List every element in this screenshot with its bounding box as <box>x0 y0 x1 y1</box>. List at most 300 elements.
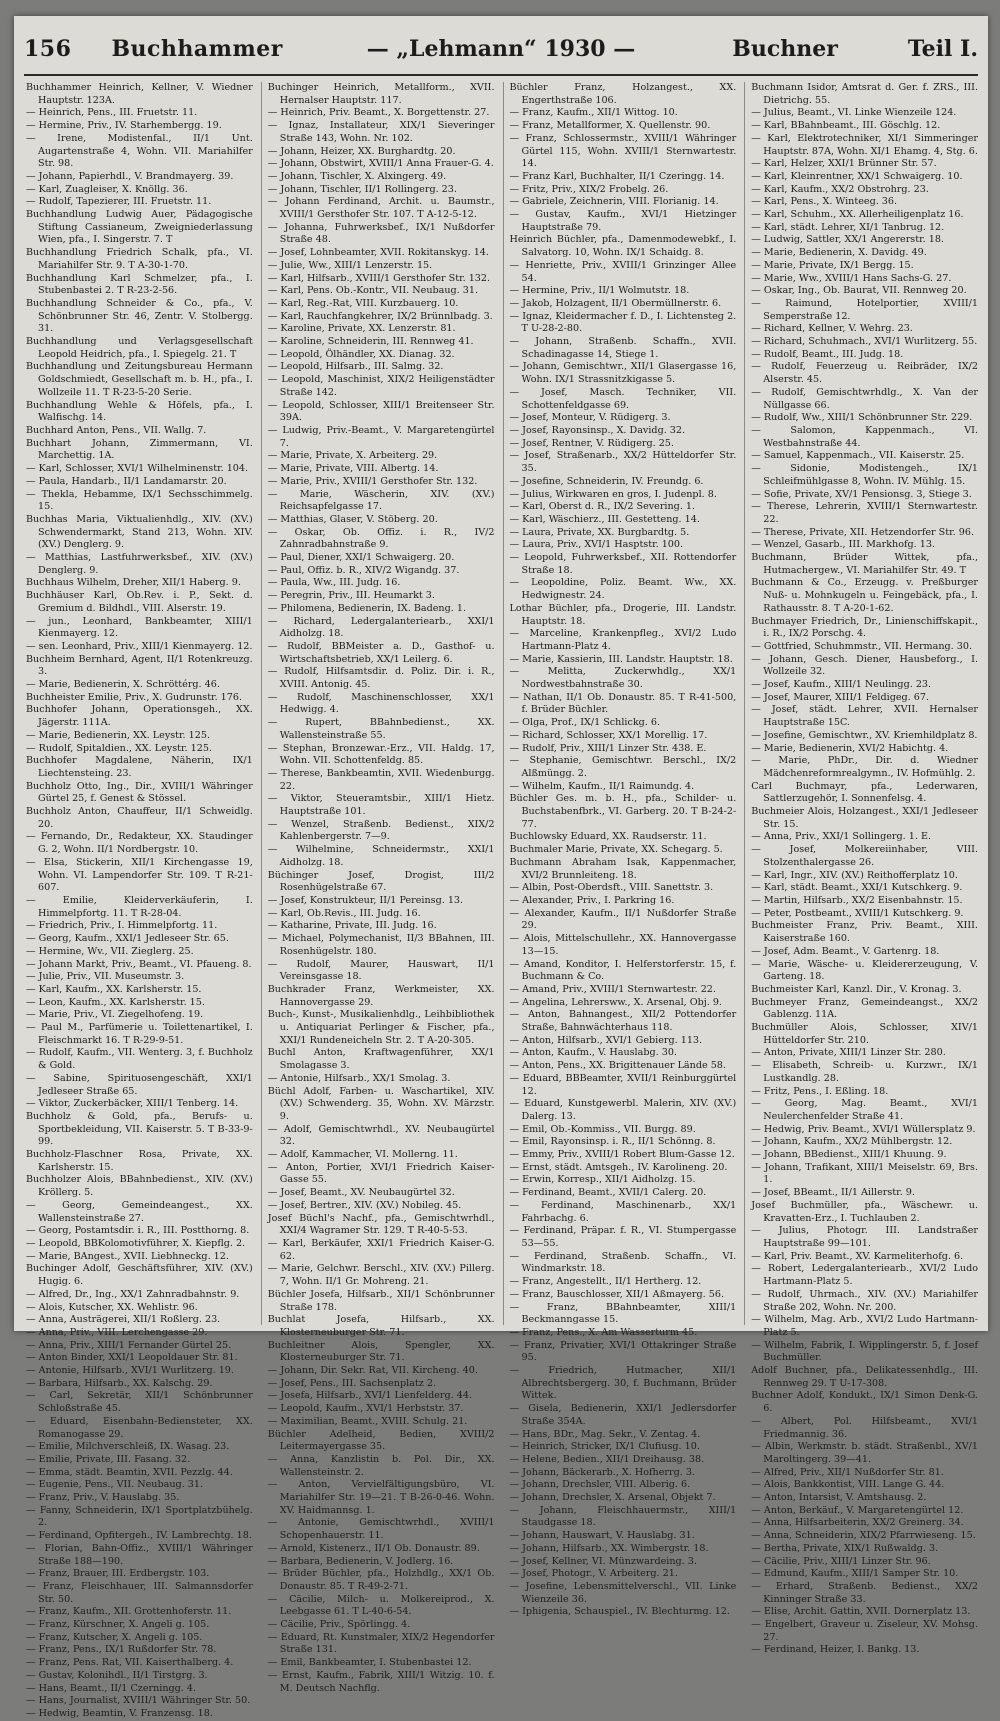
directory-entry: — Rupert, BBahnbedienst., XX. Wallensteinstraße 55. <box>267 717 495 741</box>
directory-entry: — Ernst, städt. Amtsgeh., IV. Karolineng. 20. <box>509 1161 728 1173</box>
directory-entry: — Julius, Wirkwaren en gros, I. Judenpl. 8. <box>509 488 717 500</box>
directory-entry: — Hans, Beamt., II/1 Czerningg. 4. <box>26 1682 197 1694</box>
left-keyword: Buchhammer <box>111 36 283 62</box>
directory-entry: — Karl, BBahnbeamt., III. Göschlg. 12. <box>751 120 941 132</box>
directory-entry: — Thekla, Hebamme, IX/1 Sechsschimmelg. 15. <box>26 488 253 513</box>
directory-entry: Buchholz Anton, Chauffeur, II/1 Schweidlg. 20. <box>26 806 253 830</box>
directory-entry: Buchhandlung und Zeitungsbureau Hermann Goldschmiedt, Gesellschaft m. b. H., pfa., I. Wollzeile 11. T R-23-5-20 Serie. <box>26 361 253 398</box>
directory-entry: — Raimund, Hotelportier, XVIII/1 Semperstraße 12. <box>751 297 978 322</box>
directory-entry: — Alois, Mittelschullehr., XX. Hannovergasse 13—15. <box>509 933 737 957</box>
directory-entry: — Karl, Kleinrentner, XX/1 Schwaigerg. 10. <box>751 170 963 182</box>
directory-entry: — Gabriele, Zeichnerin, VIII. Florianig. 14. <box>509 196 719 208</box>
directory-entry: — Anton, Private, XIII/1 Linzer Str. 280. <box>751 1047 946 1059</box>
directory-entry: Buchhard Anton, Pens., VII. Wallg. 7. <box>26 424 207 436</box>
directory-entry: — Gisela, Bedienerin, XXI/1 Jedlersdorfer Straße 354A. <box>509 1403 737 1427</box>
directory-entry: Buchmaler Marie, Private, XX. Schegarg. 5. <box>509 844 723 856</box>
directory-entry: Buchkrader Franz, Werkmeister, XX. Hannovergasse 29. <box>267 983 495 1008</box>
directory-entry: — Anton, Portier, XVI/1 Friedrich Kaiser-Gasse 55. <box>267 1161 495 1186</box>
directory-entry: Buchl Anton, Kraftwagenführer, XX/1 Smolagasse 3. <box>267 1047 495 1072</box>
directory-entry: Büchl Adolf, Farben- u. Waschartikel, XIV. (XV.) Schwenderg. 35, Wohn. XV. Märzstr. 9. <box>267 1085 495 1122</box>
directory-entry: — Stephanie, Gemischtwr. Berschl., IX/2 Alßmüngg. 2. <box>509 755 737 779</box>
directory-entry: — Josef, Masch. Techniker, VII. Schottenfeldgasse 69. <box>509 386 737 411</box>
directory-entry: — Emilie, Kleiderverkäuferin, I. Himmelpfortg. 11. T R-28-04. <box>26 895 253 919</box>
part-label: Teil I. <box>907 36 978 62</box>
column-1 <box>26 82 253 1719</box>
directory-entry: — Franz, Angestellt., II/1 Hertherg. 12. <box>509 1276 702 1288</box>
directory-entry: — Marie, Ww., XVIII/1 Hans Sachs-G. 27. <box>751 272 952 284</box>
column-4 <box>744 82 978 1656</box>
directory-entry: — Anna, Priv., XIII/1 Fernander Gürtel 25. <box>26 1339 232 1351</box>
header-rule <box>24 74 978 76</box>
directory-entry: — Johann, Dir. Sekr. Rat, VII. Kircheng. 40. <box>267 1365 478 1377</box>
directory-entry: — Ferdinand, Heizer, I. Bankg. 13. <box>751 1644 920 1656</box>
directory-entry: — Rudolf, Kaufm., VII. Wenterg. 3, f. Buchholz & Gold. <box>26 1047 253 1072</box>
directory-entry: — Alois, Kutscher, XX. Wehlistr. 96. <box>26 1301 198 1313</box>
directory-entry: — Rudolf, Spitaldien., XX. Leystr. 125. <box>26 742 212 754</box>
directory-entry: Adolf Buchner, pfa., Delikatessenhdlg., III. Rennweg 29. T U-17-308. <box>751 1365 978 1389</box>
directory-entry: — Barbara, Hilfsarb., XX. Kalschg. 29. <box>26 1377 213 1389</box>
directory-entry: — Karl, Pens. Ob.-Kontr., VII. Neubaug. 31. <box>267 285 479 297</box>
directory-entry: — sen. Leonhard, Priv., XIII/1 Kienmayerg. 12. <box>26 640 253 652</box>
directory-entry: — Robert, Ledergalanteriearb., XVI/2 Ludo Hartmann-Platz 5. <box>751 1263 978 1288</box>
directory-entry: — Rudolf, Uhrmach., XIV. (XV.) Mariahilfer Straße 202, Wohn. Nr. 200. <box>751 1288 978 1313</box>
directory-entry: — Albin, Post-Oberdsft., VIII. Sanettstr. 3. <box>509 882 714 894</box>
directory-entry: Buchhandlung Schneider & Co., pfa., V. Schönbrunner Str. 46, Zentr. V. Stolbergg. 31. <box>26 297 253 335</box>
directory-entry: Buchlowsky Eduard, XX. Raudserstr. 11. <box>509 831 707 843</box>
column-3 <box>503 82 737 1618</box>
directory-entry: Buchheister Emilie, Priv., X. Gudrunstr. 176. <box>26 691 243 703</box>
directory-entry: — Maximilian, Beamt., XVIII. Schulg. 21. <box>267 1415 468 1427</box>
directory-entry: — Karl, städt. Lehrer, XI/1 Tanbrug. 12. <box>751 221 945 233</box>
directory-entry: Buchhofer Magdalene, Näherin, IX/1 Liechtensteing. 23. <box>26 755 253 779</box>
directory-entry: Buchhandlung Friedrich Schalk, pfa., VI. Mariahilfer Str. 9. T A-30-1-70. <box>26 247 253 271</box>
directory-entry: — Karl, Elektrotechniker, XI/1 Simmeringer Hauptstr. 87A, Wohn. XI/1 Ehamg. 4, Stg. 6. <box>751 132 978 157</box>
directory-entry: — Johann, Gesch. Diener, Hausbeforg., I. Wollzeile 32. <box>751 653 978 678</box>
directory-entry: — Leopold, Fuhrwerksbef., XII. Rottendorfer Straße 18. <box>509 552 737 576</box>
directory-entry: — Wilhelm, Kaufm., II/1 Raimundg. 4. <box>509 780 695 792</box>
directory-entry: — Fritz, Pens., I. Eßling. 18. <box>751 1085 889 1097</box>
directory-entry: — Elisabeth, Schreib- u. Kurzwr., IX/1 Lustkandlg. 28. <box>751 1060 978 1084</box>
directory-entry: — Eugenie, Pens., VII. Neubaug. 31. <box>26 1479 204 1491</box>
directory-entry: — Karl, Rauchfangkehrer, IX/2 Brünnlbadg. 3. <box>267 310 493 322</box>
directory-entry: — Edmund, Kaufm., XIII/1 Samper Str. 10. <box>751 1568 959 1580</box>
directory-entry: — Erwin, Korresp., XII/1 Aidholzg. 15. <box>509 1174 696 1186</box>
directory-entry: — Sofie, Private, XV/1 Pensionsg. 3, Stiege 3. <box>751 488 972 500</box>
directory-entry: — Franz, Schlossermstr., XVIII/1 Währinger Gürtel 115, Wohn. XVIII/1 Sternwartestr. 14. <box>509 132 737 170</box>
directory-entry: — Marie, Private, X. Arbeiterg. 29. <box>267 450 438 462</box>
directory-entry: Buchmann Isidor, Amtsrat d. Ger. f. ZRS., III. Dietrichg. 55. <box>751 82 978 106</box>
directory-entry: — Josef, Beamt., XV. Neubaugürtel 32. <box>267 1187 455 1199</box>
directory-entry: — Eduard, BBBeamter, XVII/1 Reinburggürtel 12. <box>509 1072 737 1097</box>
directory-columns <box>26 82 978 1719</box>
directory-entry: — Johann Markt, Priv., Beamt., VI. Pfaueng. 8. <box>26 958 252 970</box>
directory-entry: — Richard, Schlosser, XX/1 Morellig. 17. <box>509 729 708 741</box>
directory-entry: Buchhofer Johann, Operationsgeh., XX. Jägerstr. 111A. <box>26 704 253 729</box>
directory-entry: — Rudolf, Maschinenschlosser, XX/1 Hedwigg. 4. <box>267 691 495 716</box>
directory-entry: Buchinger Heinrich, Metallform., XVII. Hernalser Hauptstr. 117. <box>267 82 495 106</box>
directory-entry: — Fanny, Schneiderin, IX/1 Sportplatzbühelg. 2. <box>26 1504 253 1529</box>
directory-entry: — Oskar, Ob. Offiz. i. R., IV/2 Zahnradbahnstraße 9. <box>267 526 495 551</box>
directory-entry: — Leopold, Maschinist, XIX/2 Heiligenstädter Straße 142. <box>267 374 495 398</box>
directory-entry: — Rudolf, Gemischtwrhdlg., X. Van der Nüllgasse 66. <box>751 386 978 411</box>
directory-entry: — Josef, Adm. Beamt., V. Gartenrg. 18. <box>751 945 940 957</box>
directory-entry: — Wilhelm, Mag. Arb., XVI/2 Ludo Hartmann-Platz 5. <box>751 1314 978 1338</box>
directory-entry: — Heinrich, Priv. Beamt., X. Borgettenstr. 27. <box>267 107 490 119</box>
directory-entry: — Karl, Schlosser, XVI/1 Wilhelminenstr. 104. <box>26 463 249 475</box>
directory-entry: — Karl, Schuhm., XX. Allerheiligenplatz 16. <box>751 209 964 221</box>
directory-entry: — Leopoldine, Poliz. Beamt. Ww., XX. Hedwignestr. 24. <box>509 577 737 602</box>
directory-entry: — Karl, Reg.-Rat, VIII. Kurzbauerg. 10. <box>267 297 459 309</box>
directory-entry: — Amand, Konditor, I. Helferstorferstr. 15, f. Buchmann & Co. <box>509 958 737 983</box>
directory-entry: — Josef, BBeamt., II/1 Aillerstr. 9. <box>751 1187 915 1199</box>
directory-entry: — Rudolf, BBMeister a. D., Gasthof- u. Wirtschaftsbetrieb, XX/1 Leilerg. 6. <box>267 640 495 665</box>
directory-entry: — Marie, Priv., XVIII/1 Gersthofer Str. 132. <box>267 475 478 487</box>
directory-entry: — Marie, Bedienerin, X. Schröttérg. 46. <box>26 679 220 691</box>
directory-entry: — Anton Binder, XXI/1 Leopoldauer Str. 81. <box>26 1352 238 1364</box>
directory-entry: — Albert, Pol. Hilfsbeamt., XVI/1 Friedmannig. 36. <box>751 1415 978 1440</box>
directory-entry: — Georg, Postamtsdir. i. R., III. Postthorng. 8. <box>26 1225 250 1237</box>
directory-entry: — Franz, Priv., V. Hauslabg. 35. <box>26 1492 180 1504</box>
directory-entry: — Elise, Archit. Gattin, XVII. Dornerplatz 13. <box>751 1606 971 1618</box>
directory-entry: — Josef, städt. Lehrer, XVII. Hernalser Hauptstraße 15C. <box>751 704 978 729</box>
directory-entry: — Johanna, Fuhrwerksbef., IX/1 Nußdorfer Straße 48. <box>267 221 495 246</box>
page-number: 156 <box>24 36 72 62</box>
column-2 <box>261 82 495 1694</box>
directory-entry: — Karl, Wäschierz., III. Gestetteng. 14. <box>509 513 700 525</box>
directory-entry: — Karl, Ingr., XIV. (XV.) Reithofferplatz 10. <box>751 869 958 881</box>
directory-entry: — Johann, Fleischhauermstr., XIII/1 Staudgasse 18. <box>509 1504 737 1529</box>
directory-entry: — Friedrich, Hutmacher, XII/1 Albrechtsbergerg. 30, f. Buchmann, Brüder Wittek. <box>509 1365 737 1402</box>
directory-entry: Buchner Adolf, Kondukt., IX/1 Simon Denk-G. 6. <box>751 1390 978 1415</box>
directory-entry: — Josef, Monteur, V. Rüdigerg. 3. <box>509 412 671 424</box>
directory-entry: — Karl, Kaufm., XX. Karlsherstr. 15. <box>26 983 202 995</box>
directory-entry: — Sabine, Spirituosengeschäft, XXI/1 Jedleseer Straße 65. <box>26 1072 253 1097</box>
directory-entry: — Richard, Schuhmach., XVI/1 Wurlitzerg. 55. <box>751 336 978 348</box>
directory-entry: — Peter, Postbeamt., XVIII/1 Kutschkerg. 9. <box>751 907 964 919</box>
directory-entry: — Johann, Obstwirt, XVIII/1 Anna Frauer-G. 4. <box>267 158 494 170</box>
directory-entry: — Franz, Pens., X. Am Wasserturm 45. <box>509 1326 698 1338</box>
directory-entry: — Emil, Ob.-Kommiss., VII. Burgg. 89. <box>509 1123 696 1135</box>
directory-entry: — Matthias, Lastfuhrwerksbef., XIV. (XV.) Denglerg. 9. <box>26 552 253 576</box>
directory-entry: — Leopold, Ölhändler, XX. Dianag. 32. <box>267 348 455 360</box>
directory-entry: — Karl, Kaufm., XX/2 Obstrohrg. 23. <box>751 183 929 195</box>
directory-entry: — Anton, Vervielfältigungsbüro, VI. Mariahilfer Str. 19—21. T B-26-0-46. Wohn. XV. Haidmannsg. 1. <box>267 1479 495 1516</box>
directory-entry: Buchhäuser Karl, Ob.Rev. i. P., Sekt. d. Gremium d. Bildhdl., VIII. Alserstr. 19. <box>26 590 253 614</box>
directory-entry: — Fernando, Dr., Redakteur, XX. Staudinger G. 2, Wohn. II/1 Nordbergstr. 10. <box>26 831 253 856</box>
directory-entry: Buchholz & Gold, pfa., Berufs- u. Sportbekleidung, VII. Kaiserstr. 5. T B-33-9-99. <box>26 1110 253 1148</box>
directory-entry: — Josef, Konstrukteur, II/1 Pereinsg. 13. <box>267 895 464 906</box>
directory-entry: — Josef, Bertrer., XIV. (XV.) Nobileg. 45. <box>267 1199 462 1211</box>
directory-entry: — Martin, Hilfsarb., XX/2 Eisenbahnstr. 15. <box>751 895 963 906</box>
directory-entry: — Emilie, Private, III. Fasang. 32. <box>26 1453 191 1465</box>
directory-entry: — Arnold, Kistenerz., II/1 Ob. Donaustr. 89. <box>267 1542 480 1554</box>
directory-entry: — Paul, Offiz. b. R., XIV/2 Wigandg. 37. <box>267 564 460 576</box>
directory-entry: — Josef, Lohnbeamter, XVII. Rokitanskyg. 14. <box>267 247 489 259</box>
directory-entry: — Rudolf, Ww., XIII/1 Schönbrunner Str. 229. <box>751 412 973 424</box>
directory-entry: — Marie, Bedienerin, X. Davidg. 49. <box>751 247 927 259</box>
directory-entry: Buchmeier Alois, Holzangest., XXI/1 Jedleseer Str. 15. <box>751 806 978 830</box>
directory-entry: — Engelbert, Graveur u. Ziseleur, XV. Mohsg. 27. <box>751 1619 978 1643</box>
directory-entry: — Karl, Priv. Beamt., XV. Karmeliterhofg. 6. <box>751 1250 964 1262</box>
directory-entry: — Cäcilie, Milch- u. Molkereiprod., X. Leebgasse 61. T L-40-6-54. <box>267 1593 495 1618</box>
directory-entry: — Anna, Kanzlistin b. Pol. Dir., XX. Wallensteinstr. 2. <box>267 1453 495 1478</box>
directory-entry: — Samuel, Kappenmach., VII. Kaiserstr. 25. <box>751 450 965 462</box>
directory-entry: — Michael, Polymechanist, II/3 BBahnen, III. Rosenhügelstr. 180. <box>267 933 495 957</box>
directory-entry: — Olga, Prof., IX/1 Schlickg. 6. <box>509 717 661 729</box>
directory-entry: — Johann, Hilfsarb., XX. Wimbergstr. 18. <box>509 1542 709 1554</box>
directory-entry: — Melitta, Zuckerwhdlg., XX/1 Nordwestbahnstraße 30. <box>509 666 737 691</box>
directory-entry: — Peregrin, Priv., III. Heumarkt 3. <box>267 590 435 602</box>
directory-entry: Buchmeister Franz, Priv. Beamt., XIII. Kaiserstraße 160. <box>751 920 978 945</box>
directory-entry: — Elsa, Stickerin, XII/1 Kirchengasse 19, Wohn. VI. Lampendorfer Str. 109. T R-21-607. <box>26 856 253 894</box>
directory-entry: Buchholz Otto, Ing., Dir., XVIII/1 Währinger Gürtel 25, f. Genest & Stössel. <box>26 780 253 805</box>
directory-entry: Buchinger Adolf, Geschäftsführer, XIV. (XV.) Hugig. 6. <box>26 1263 253 1288</box>
directory-entry: — Gottfried, Schuhmmstr., VII. Hermang. 30. <box>751 640 973 652</box>
directory-entry: — Paul, Diener, XXI/1 Schwaigerg. 20. <box>267 552 455 564</box>
directory-entry: — Hans, Journalist, XVIII/1 Währinger Str. 50. <box>26 1695 251 1707</box>
directory-entry: — Ferdinand, Maschinenarb., XX/1 Fahrbachg. 6. <box>509 1199 737 1224</box>
directory-entry: Josef Büchl's Nachf., pfa., Gemischtwrhdl., XXI/4 Wagramer Str. 129. T R-40-5-53. <box>267 1212 495 1237</box>
directory-entry: Buchmeyer Franz, Gemeindeangst., XX/2 Gablenzg. 11A. <box>751 996 978 1021</box>
directory-entry: — Josef, Kaufm., XIII/1 Neulingg. 23. <box>751 679 932 691</box>
directory-entry: — Paula, Handarb., II/1 Landamarstr. 20. <box>26 475 227 487</box>
directory-entry: Heinrich Büchler, pfa., Damenmodewebkf., I. Salvatorg. 10, Wohn. IX/1 Schaidg. 8. <box>509 234 737 259</box>
directory-entry: — Alfred, Dr., Ing., XX/1 Zahnradbahnstr. 9. <box>26 1288 240 1300</box>
directory-entry: — Franz, Pens., IX/1 Rußdorfer Str. 78. <box>26 1644 217 1656</box>
directory-entry: — Josef, Rentner, V. Rüdigerg. 25. <box>509 437 674 449</box>
directory-entry: — Angelina, Lehrersww., X. Arsenal, Obj. 9. <box>509 996 722 1008</box>
directory-entry: — Josef, Molkereiinhaber, VIII. Stolzenthalergasse 26. <box>751 844 978 868</box>
directory-entry: — Richard, Ledergalanteriearb., XXI/1 Aidholzg. 18. <box>267 615 495 640</box>
directory-entry: Lothar Büchler, pfa., Drogerie, III. Landstr. Hauptstr. 18. <box>509 602 737 627</box>
directory-entry: — Friedrich, Priv., I. Himmelpfortg. 11. <box>26 920 218 932</box>
directory-entry: — Josef, Kellner, VI. Münzwardeing. 3. <box>509 1555 697 1567</box>
directory-entry: Buchhammer Heinrich, Kellner, V. Wiedner Hauptstr. 123A. <box>26 82 253 106</box>
directory-entry: — Josef, Pens., III. Sachsenplatz 2. <box>267 1377 437 1389</box>
directory-entry: — Josefa, Hilfsarb., XVI/1 Lienfelderg. 44. <box>267 1390 472 1402</box>
directory-entry: — Marie, Wäsche- u. Kleidererzeugung, V. Garteng. 18. <box>751 958 978 983</box>
directory-entry: — Matthias, Glaser, V. Stöberg. 20. <box>267 513 438 525</box>
directory-entry: — Wenzel, Gasarb., III. Markhofg. 13. <box>751 539 936 551</box>
directory-entry: Carl Buchmayr, pfa., Lederwaren, Sattlerzugehör, I. Sonnenfelsg. 4. <box>751 780 978 805</box>
directory-entry: — Salomon, Kappenmach., VI. Westbahnstraße 44. <box>751 424 978 449</box>
directory-entry: — Philomena, Bedienerin, IX. Badeng. 1. <box>267 602 466 614</box>
directory-entry: — Anton, Berkäuf., V. Margaretengürtel 12. <box>751 1504 964 1516</box>
directory-entry: — Franz, Metallformer, X. Quellenstr. 90. <box>509 120 711 132</box>
directory-entry: — Rudolf, Maurer, Hauswart, II/1 Vereinsgasse 18. <box>267 958 495 983</box>
directory-entry: — Franz Karl, Buchhalter, II/1 Czeringg. 14. <box>509 170 725 182</box>
directory-entry: — Johann, Drechsler, X. Arsenal, Objekt 7. <box>509 1492 716 1504</box>
directory-entry: Büchler Ges. m. b. H., pfa., Schilder- u. Buchstabenfbrk., VI. Garberg. 20. T B-24-2-77. <box>509 793 737 830</box>
directory-entry: — Josef, Straßenarb., XX/2 Hütteldorfer Str. 35. <box>509 450 737 475</box>
directory-entry: — Gustav, Kaufm., XVI/1 Hietzinger Hauptstraße 79. <box>509 209 737 233</box>
directory-entry: — Franz, Kutscher, X. Angeli g. 105. <box>26 1631 203 1643</box>
directory-entry: Buchhaus Wilhelm, Dreher, XII/1 Haberg. 9. <box>26 577 241 589</box>
directory-entry: — Josefine, Gemischtwr., XV. Kriemhildplatz 8. <box>751 729 978 741</box>
directory-entry: — Adolf, Kammacher, VI. Mollerng. 11. <box>267 1149 458 1161</box>
directory-entry: — Emilie, Milchverschleiß, IX. Wasag. 23. <box>26 1441 230 1453</box>
directory-entry: — Emil, Bankbeamter, I. Stubenbastei 12. <box>267 1657 472 1669</box>
directory-entry: — Wenzel, Straßenb. Bedienst., XIX/2 Kahlenbergerstr. 7—9. <box>267 818 495 843</box>
directory-entry: — Franz, Kaufm., XII. Grottenhoferstr. 11. <box>26 1606 232 1618</box>
directory-entry: Buchholz-Flaschner Rosa, Private, XX. Karlsherstr. 15. <box>26 1149 253 1173</box>
directory-entry: — Alexander, Kaufm., II/1 Nußdorfer Straße 29. <box>509 907 737 932</box>
directory-entry: — Leopold, Kaufm., XVI/1 Herbststr. 37. <box>267 1403 464 1415</box>
directory-entry: — Marie, Private, IX/1 Bergg. 15. <box>751 259 914 271</box>
directory-entry: — Anna, Schneiderin, XIX/2 Pfarrwieseng. 15. <box>751 1530 976 1542</box>
directory-entry: — Marie, Kassierin, III. Landstr. Hauptstr. 18. <box>509 653 733 665</box>
directory-entry: — Henriette, Priv., XVIII/1 Grinzinger Allee 54. <box>509 259 737 284</box>
directory-entry: — Julie, Ww., XIII/1 Lenzerstr. 15. <box>267 259 433 271</box>
directory-entry: — Antonie, Gemischtwrhdl., XVIII/1 Schopenhauerstr. 11. <box>267 1517 495 1542</box>
directory-entry: — Johann, BBedienst., XIII/1 Khuung. 9. <box>751 1149 947 1161</box>
directory-entry: Buchhandlung Wehle & Höfels, pfa., I. Walfischg. 14. <box>26 399 253 424</box>
directory-entry: — Karl, Helzer, XXI/1 Brünner Str. 57. <box>751 158 937 170</box>
directory-entry: Buchhandlung Karl Schmelzer, pfa., I. Stubenbastei 2. T R-23-2-56. <box>26 272 253 297</box>
directory-entry: — Johann, Drechsler, VIII. Alberig. 6. <box>509 1479 691 1491</box>
directory-entry: — Julius, Beamt., VI. Linke Wienzeile 124. <box>751 107 957 119</box>
directory-entry: — Leon, Kaufm., XX. Karlsherstr. 15. <box>26 996 205 1008</box>
directory-entry: Büchler Josefa, Hilfsarb., XII/1 Schönbrunner Straße 178. <box>267 1288 495 1313</box>
directory-entry: Buchheim Bernhard, Agent, II/1 Rotenkreuzg. 3. <box>26 653 253 678</box>
directory-entry: — Georg, Gemeindeangest., XX. Wallensteinstraße 27. <box>26 1199 253 1224</box>
directory-entry: — Franz, Bauschlosser, XII/1 Aßmayerg. 56. <box>509 1288 724 1300</box>
directory-entry: — Florian, Bahn-Offiz., XVIII/1 Währinger Straße 188—190. <box>26 1542 253 1567</box>
directory-entry: — Josef, Maurer, XIII/1 Feldigeg. 67. <box>751 691 930 703</box>
directory-entry: — Eduard, Eisenbahn-Bediensteter, XX. Romanogasse 29. <box>26 1415 253 1440</box>
directory-entry: — Irene, Modistenfal., II/1 Unt. Augartenstraße 4, Wohn. VII. Mariahilfer Str. 98. <box>26 132 253 170</box>
directory-entry: — Gustav, Kolonihdl., II/1 Tirstgrg. 3. <box>26 1669 208 1681</box>
directory-entry: — Marceline, Krankenpfleg., XVI/2 Ludo Hartmann-Platz 4. <box>509 628 737 652</box>
directory-entry: — Eduard, Kunstgewerbl. Malerin, XIV. (XV.) Dalerg. 13. <box>509 1098 737 1122</box>
directory-entry: — Viktor, Steueramtsbir., XIII/1 Hietz. Hauptstraße 101. <box>267 793 495 818</box>
directory-entry: — Johann, Trafikant, XIII/1 Meiselstr. 69, Brs. 1. <box>751 1161 978 1186</box>
directory-entry: — Iphigenia, Schauspiel., IV. Blechturmg. 12. <box>509 1606 730 1618</box>
directory-entry: — Johann, Bäckerarb., X. Hofherrg. 3. <box>509 1466 695 1478</box>
directory-entry: — Emmy, Priv., XVIII/1 Robert Blum-Gasse 12. <box>509 1149 735 1161</box>
directory-entry: Buch-, Kunst-, Musikalienhdlg., Leihbibliothek u. Antiquariat Perlinger & Fischer, pfa., XXI/1 Rundeneicheln Str. 2. T A-20-305. <box>267 1009 495 1046</box>
directory-entry: — Karl, Zuagleiser, X. Knöllg. 36. <box>26 183 188 195</box>
directory-entry: — Julie, Priv., VII. Museumstr. 3. <box>26 971 185 983</box>
directory-entry: — Johann, Straßenb. Schaffn., XVII. Schadinagasse 14, Stiege 1. <box>509 336 737 360</box>
directory-entry: — Georg, Kaufm., XXI/1 Jedleseer Str. 65. <box>26 933 229 945</box>
directory-entry: — Heinrich, Stricker, IX/1 Clufiusg. 10. <box>509 1441 700 1453</box>
directory-entry: — Franz, Fleischhauer, III. Salmannsdorfer Str. 50. <box>26 1580 253 1605</box>
directory-entry: — Johann, Kaufm., XX/2 Mühlbergstr. 12. <box>751 1136 953 1148</box>
directory-entry: — Paul M., Parfümerie u. Toilettenartikel, I. Fleischmarkt 16. T R-29-9-51. <box>26 1022 253 1046</box>
directory-entry: — Fritz, Priv., XIX/2 Frobelg. 26. <box>509 183 669 195</box>
directory-entry: — Hedwig, Priv. Beamt., XVI/1 Wüllersplatz 9. <box>751 1123 976 1135</box>
directory-entry: Buchholzer Alois, BBahnbedienst., XIV. (XV.) Kröllerg. 5. <box>26 1174 253 1199</box>
directory-entry: — Rudolf, Feuerzeug u. Reibräder, IX/2 Alserstr. 45. <box>751 361 978 386</box>
directory-entry: — Ferdinand, Opfitergeh., IV. Lambrechtg. 18. <box>26 1530 252 1542</box>
directory-entry: — Franz, Kürschner, X. Angeli g. 105. <box>26 1619 210 1631</box>
directory-entry: Büchler Franz, Holzangest., XX. Engerthstraße 106. <box>509 82 737 106</box>
directory-entry: — Anton, Kaufm., V. Hauslabg. 30. <box>509 1047 677 1059</box>
directory-entry: — Nathan, II/1 Ob. Donaustr. 85. T R-41-500, f. Brüder Büchler. <box>509 691 737 716</box>
directory-entry: — Laura, Private, XX. Burgbardtg. 5. <box>509 526 690 538</box>
directory-entry: — Franz, Kaufm., XII/1 Wittog. 10. <box>509 107 678 119</box>
directory-entry: — Barbara, Bedienerin, V. Jodlerg. 16. <box>267 1555 454 1567</box>
directory-entry: — Therese, Bankbeamtin, XVII. Wiedenburgg. 22. <box>267 767 495 792</box>
directory-entry: — Albin, Werkmstr. b. städt. Straßenbl., XV/1 Maroltingerg. 39—41. <box>751 1441 978 1465</box>
directory-entry: — Ludwig, Priv.-Beamt., V. Margaretengürtel 7. <box>267 424 495 449</box>
directory-entry: — Leopold, Hilfsarb., III. Salmg. 32. <box>267 361 444 373</box>
directory-entry: — Leopold, Schlosser, XIII/1 Breitenseer Str. 39A. <box>267 399 495 424</box>
directory-entry: — Georg, Mag. Beamt., XVI/1 Neulerchenfelder Straße 41. <box>751 1098 978 1122</box>
directory-entry: — Ferdinand, Beamt., XVII/1 Calerg. 20. <box>509 1187 707 1199</box>
directory-entry: — Karoline, Private, XX. Lenzerstr. 81. <box>267 323 456 335</box>
directory-entry: — Johann, Gemischtwr., XII/1 Glasergasse 16, Wohn. IX/1 Strassnitzkigasse 5. <box>509 361 737 386</box>
directory-entry: — Hedwig, Beamtin, V. Franzensg. 18. <box>26 1708 213 1719</box>
directory-entry: — Franz, Privatier, XVI/1 Ottakringer Straße 95. <box>509 1339 737 1364</box>
directory-entry: — Johann, Tischler, X. Alxingerg. 49. <box>267 170 447 182</box>
directory-entry: — Therese, Lehrerin, XVIII/1 Sternwartestr. 22. <box>751 501 978 525</box>
directory-entry: — Karl, Berkäufer, XXI/1 Friedrich Kaiser-G. 62. <box>267 1237 495 1262</box>
directory-entry: — Ferdinand, Straßenb. Schaffn., VI. Windmarkstr. 18. <box>509 1250 737 1275</box>
directory-entry: — Franz, Brauer, III. Erdbergstr. 103. <box>26 1568 210 1580</box>
directory-entry: — Marie, Priv., VI. Ziegelhofeng. 19. <box>26 1009 204 1021</box>
directory-page <box>14 16 988 1719</box>
directory-entry: — Cäcilie, Priv., XIII/1 Linzer Str. 96. <box>751 1555 931 1567</box>
directory-entry: — Johann, Tischler, II/1 Rollingerg. 23. <box>267 183 457 195</box>
directory-entry: — Alois, Bankkontist, VIII. Lange G. 44. <box>751 1479 945 1491</box>
directory-entry: — Marie, Gelchwr. Berschl., XIV. (XV.) Pillerg. 7, Wohn. II/1 Gr. Mohreng. 21. <box>267 1263 495 1288</box>
directory-entry: — Ludwig, Sattler, XX/1 Angererstr. 18. <box>751 234 944 246</box>
directory-entry: — Hermine, Priv., II/1 Wolmutstr. 18. <box>509 285 690 297</box>
directory-entry: — Alexander, Priv., I. Parkring 16. <box>509 895 675 906</box>
directory-entry: — Erhard, Straßenb. Bedienst., XX/2 Kinninger Straße 33. <box>751 1580 978 1605</box>
directory-entry: — Hermine, Priv., IV. Starhembergg. 19. <box>26 120 222 132</box>
directory-entry: Josef Buchmüller, pfa., Wäschewr. u. Kravatten-Erz., I. Tuchlauben 2. <box>751 1199 978 1224</box>
directory-entry: — Rudolf, Beamt., III. Judg. 18. <box>751 348 904 360</box>
directory-entry: — Antonie, Hilfsarb., XX/1 Smolag. 3. <box>267 1072 451 1084</box>
directory-entry: — Franz, Pens. Rat, VII. Kaiserthalberg. 4. <box>26 1657 234 1669</box>
page-title: — „Lehmann“ 1930 — <box>366 36 636 62</box>
directory-entry: — Ignaz, Kleidermacher f. D., I. Lichtensteg 2. T U-28-2-80. <box>509 310 737 335</box>
directory-entry: — Marie, Bedienerin, XVI/2 Habichtg. 4. <box>751 742 949 754</box>
directory-entry: — Amand, Priv., XVIII/1 Sternwartestr. 22. <box>509 983 716 995</box>
directory-entry: Buchlat Josefa, Hilfsarb., XX. Klosterneuburger Str. 71. <box>267 1314 495 1338</box>
directory-entry: Buchmeister Karl, Kanzl. Dir., V. Kronag. 3. <box>751 983 962 995</box>
directory-entry: — Paula, Ww., III. Judg. 16. <box>267 577 401 589</box>
directory-entry: Buchmayer Friedrich, Dr., Linienschiffskapit., i. R., IX/2 Porschg. 4. <box>751 615 978 640</box>
directory-entry: — Eduard, Rt. Kunstmaler, XIX/2 Hegendorfer Straße 131. <box>267 1631 495 1656</box>
directory-entry: — Karl, städt. Beamt., XXI/1 Kutschkerg. 9. <box>751 882 963 894</box>
directory-entry: — Josefine, Lebensmittelverschl., VII. Linke Wienzeile 36. <box>509 1580 737 1605</box>
directory-entry: — Ernst, Kaufm., Fabrik, XIII/1 Witzig. 10. f. M. Deutsch Nachflg. <box>267 1669 495 1694</box>
directory-entry: — Richard, Kellner, V. Wehrg. 23. <box>751 323 913 335</box>
directory-entry: — Wilhelmine, Schneidermstr., XXI/1 Aidholzg. 18. <box>267 844 495 868</box>
directory-entry: — Marie, BAngest., XVII. Liebhneckg. 12. <box>26 1250 229 1262</box>
directory-entry: — Josef, Rayonsinsp., X. Davidg. 32. <box>509 424 686 436</box>
directory-entry: — Antonie, Hilfsarb., XVI/1 Wurlitzerg. 19. <box>26 1365 234 1377</box>
directory-entry: — Julius, Photogr. III. Landstraßer Hauptstraße 99—101. <box>751 1225 978 1249</box>
right-keyword: Buchner <box>732 36 838 62</box>
directory-entry: — Karl, Oberst d. R., IX/2 Severing. 1. <box>509 501 696 513</box>
directory-entry: Buchhandlung und Verlagsgesellschaft Leopold Heidrich, pfa., I. Spiegelg. 21. T <box>26 336 253 360</box>
directory-entry: Büchler Adelheid, Bedien, XVIII/2 Leitermayergasse 35. <box>267 1428 495 1453</box>
directory-entry: — Karl, Hilfsarb., XVIII/1 Gersthofer Str. 132. <box>267 272 491 284</box>
directory-entry: — Adolf, Gemischtwrhdl., XV. Neubaugürtel 32. <box>267 1123 495 1148</box>
directory-entry: — Anton, Pens., XX. Brigittenauer Lände 58. <box>509 1060 726 1072</box>
directory-entry: — Sidonie, Modistengeh., IX/1 Schleifmühlgasse 8, Wohn. IV. Mühlg. 15. <box>751 463 978 487</box>
directory-entry: — Johann, Papierhdl., V. Brandmayerg. 39. <box>26 170 234 182</box>
directory-entry: — Marie, Wäscherin, XIV. (XV.) Reichsapfelgasse 17. <box>267 488 495 513</box>
directory-entry: — Marie, Bedienerin, XX. Leystr. 125. <box>26 729 211 741</box>
directory-entry: — Anna, Priv., XXI/1 Sollingerg. 1. E. <box>751 831 932 843</box>
directory-entry: — Johann, Hauswart, V. Hauslabg. 31. <box>509 1530 695 1542</box>
